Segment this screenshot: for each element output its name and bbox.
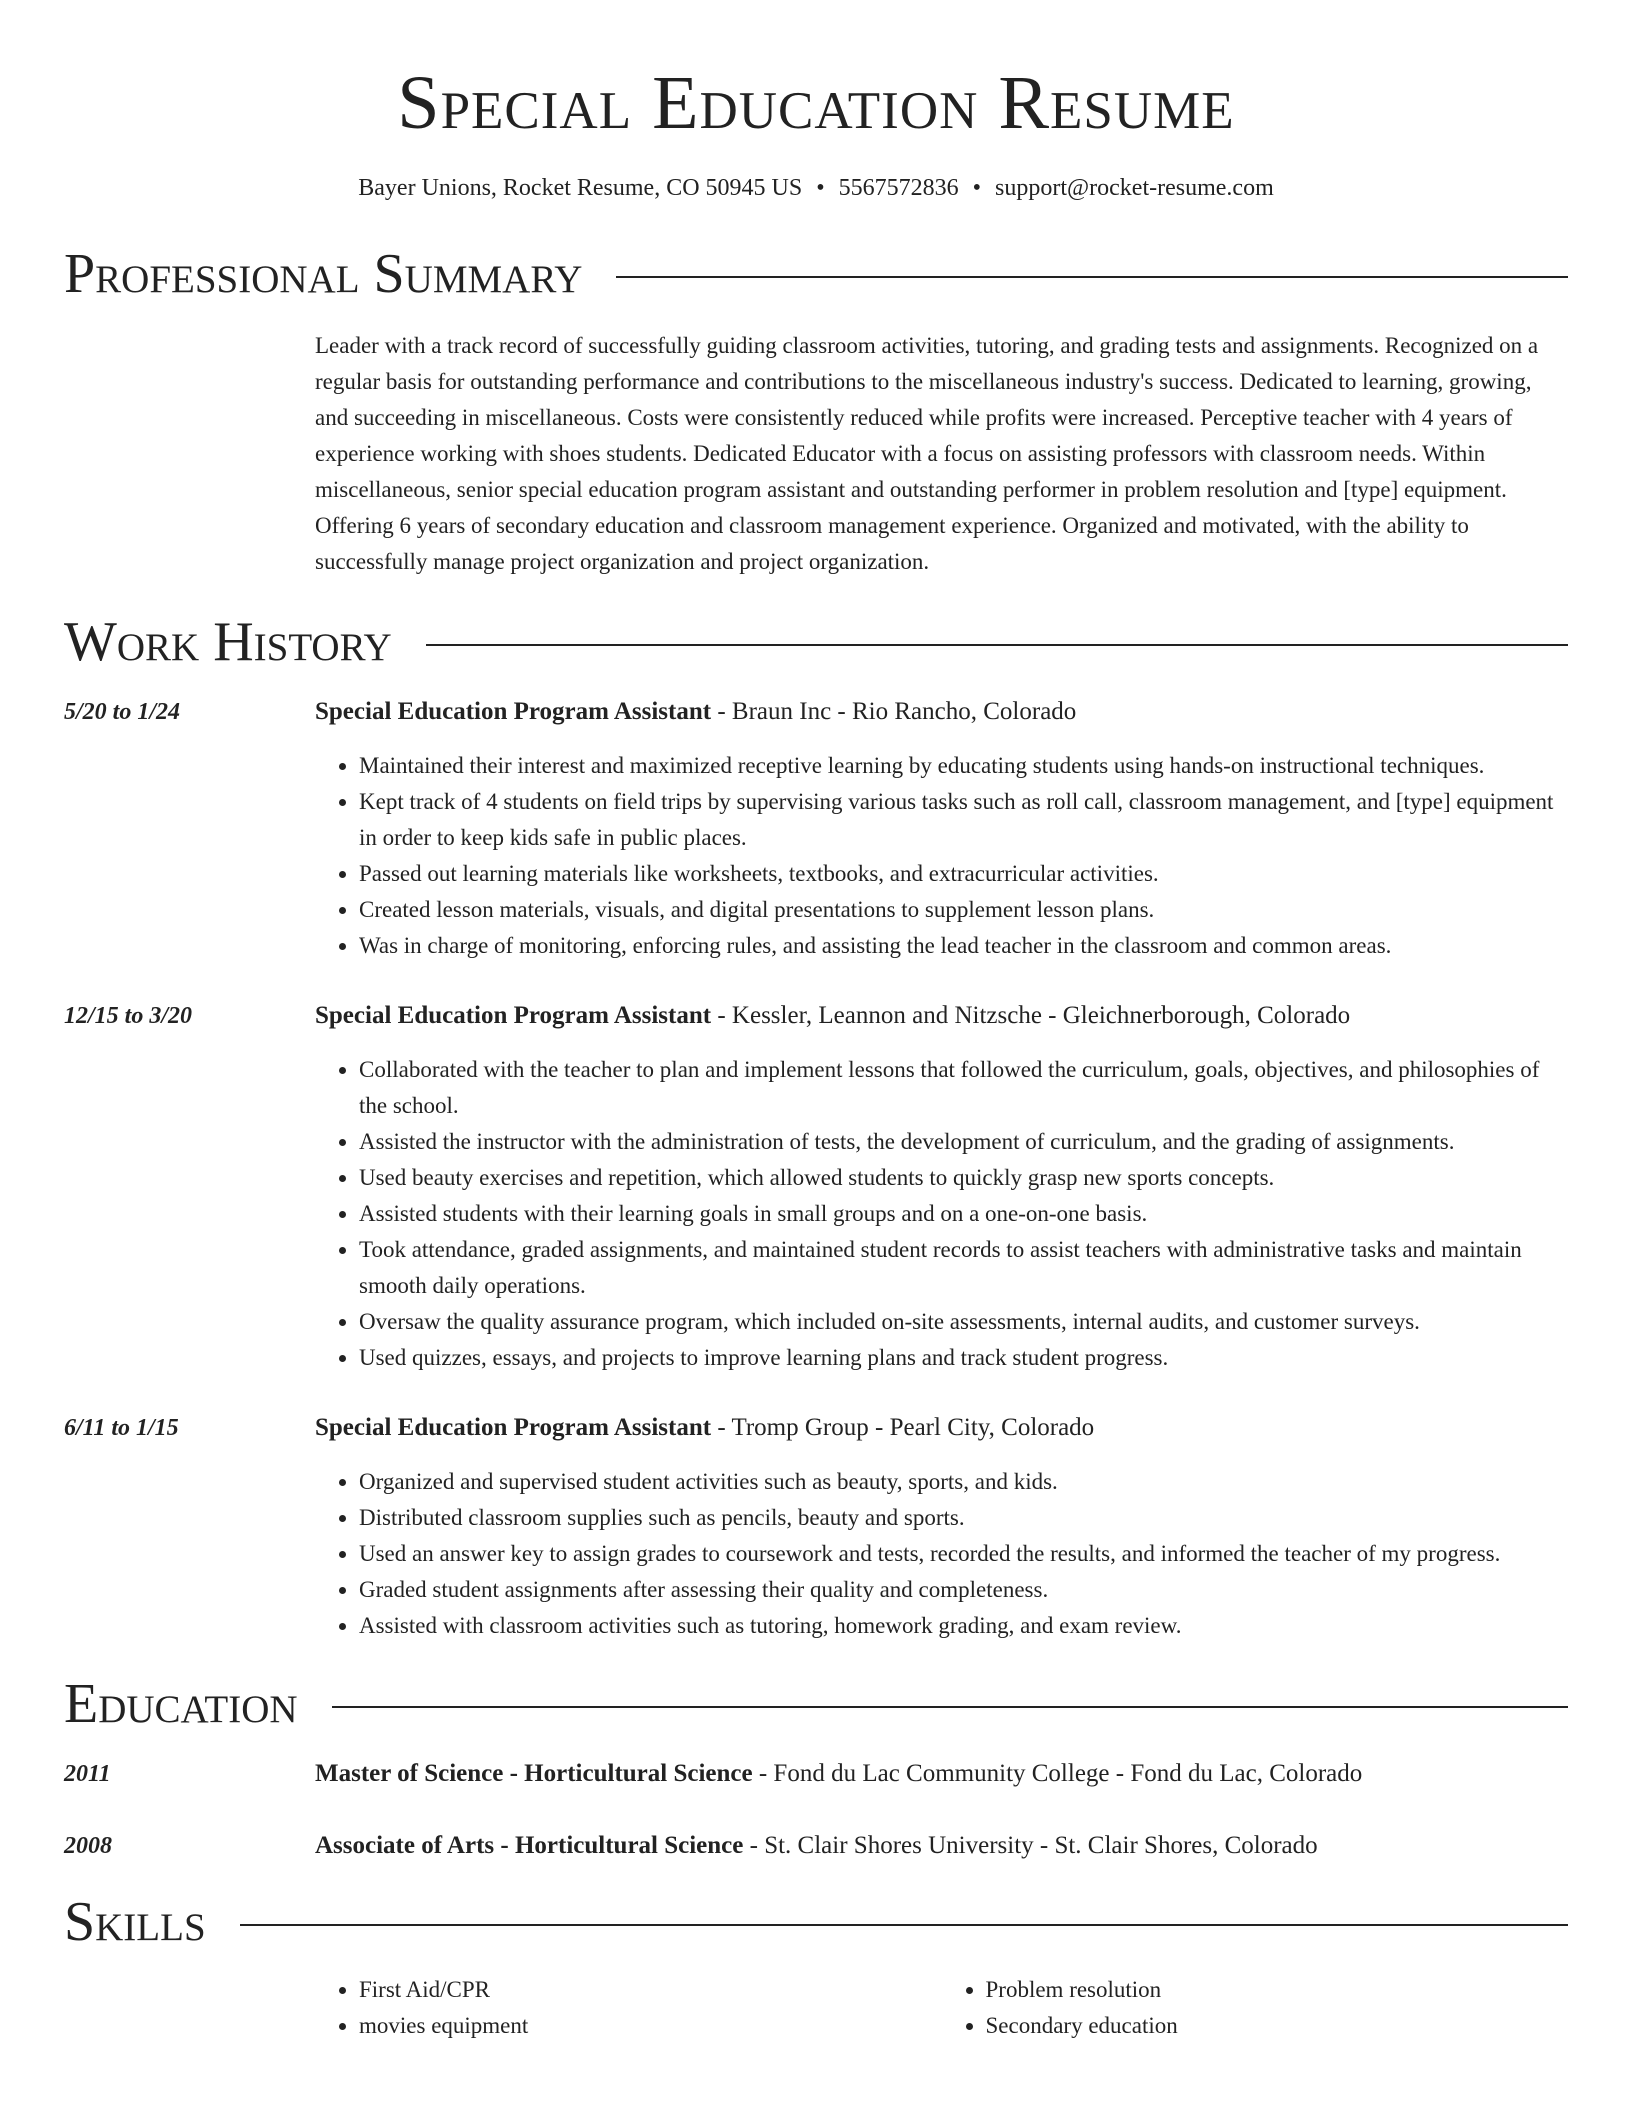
skills-section-header (64, 1890, 1568, 1954)
section-divider (240, 1924, 1568, 1926)
education-heading-line (315, 1828, 1568, 1864)
job-details: - Braun Inc - Rio Rancho, Colorado (711, 698, 1077, 725)
skills-column-right (942, 1972, 1569, 2044)
job-title: Special Education Program Assistant (315, 1414, 712, 1441)
section-divider (426, 644, 1568, 646)
job-entry (64, 694, 1568, 964)
list-item: • First Aid/CPR (359, 1972, 942, 2008)
job-heading (315, 1410, 1568, 1446)
summary-heading: Professional Summary (64, 243, 583, 305)
job-dates: 6/11 to 1/15 (64, 1415, 179, 1441)
job-details: - Tromp Group - Pearl City, Colorado (711, 1414, 1095, 1441)
list-item: • Distributed classroom supplies such as pencils, beauty and sports. (359, 1500, 1568, 1536)
job-title: Special Education Program Assistant (315, 1002, 712, 1029)
list-item: • Graded student assignments after assessing their quality and completeness. (359, 1572, 1568, 1608)
list-item: • Secondary education (986, 2008, 1569, 2044)
education-heading-line (315, 1756, 1568, 1792)
section-divider (616, 276, 1568, 278)
education-entry (64, 1756, 1568, 1792)
list-item: • Passed out learning materials like worksheets, textbooks, and extracurricular activities. (359, 856, 1568, 892)
work-history-list (64, 694, 1568, 1644)
list-item: • Assisted students with their learning goals in small groups and on a one-on-one basis. (359, 1196, 1568, 1232)
list-item: • Problem resolution (986, 1972, 1569, 2008)
contact-line (64, 172, 1568, 204)
summary-section-header (64, 242, 1568, 306)
education-degree: Associate of Arts - Horticultural Science (315, 1832, 744, 1859)
job-bullets (315, 1052, 1568, 1376)
job-details: - Kessler, Leannon and Nitzsche - Gleichnerborough, Colorado (711, 1002, 1351, 1029)
skills-column-left (315, 1972, 942, 2044)
list-item: • Used quizzes, essays, and projects to improve learning plans and track student progress. (359, 1340, 1568, 1376)
list-item: • Took attendance, graded assignments, and maintained student records to assist teachers with administrative tasks and maintain smooth daily operations. (359, 1232, 1568, 1304)
education-heading: Education (64, 1673, 298, 1735)
contact-address: Bayer Unions, Rocket Resume, CO 50945 US (358, 175, 803, 201)
list-item: • Maintained their interest and maximized receptive learning by educating students using hands-on instructional techniques. (359, 748, 1568, 784)
job-bullets (315, 748, 1568, 964)
job-heading (315, 998, 1568, 1034)
skills-heading: Skills (64, 1891, 206, 1953)
education-section-header (64, 1672, 1568, 1736)
list-item: • Was in charge of monitoring, enforcing rules, and assisting the lead teacher in the classroom and common areas. (359, 928, 1568, 964)
summary-text: Leader with a track record of successfully guiding classroom activities, tutoring, and grading tests and assignments. Recognized on a regular basis for outstanding performance and contributions to the miscellaneous industry's success. Dedicated to learning, growing, and succeeding in miscellaneous. Costs were consistently reduced while profits were increased. Perceptive teacher with 4 years of experience working with shoes students. Dedicated Educator with a focus on assisting professors with classroom needs. Within miscellaneous, senior special education program assistant and outstanding performer in problem resolution and [type] equipment. Offering 6 years of secondary education and classroom management experience. Organized and motivated, with the ability to successfully manage project organization and project organization. (315, 333, 1539, 574)
education-degree: Master of Science - Horticultural Science (315, 1760, 753, 1787)
page-title: Special Education Resume (397, 61, 1235, 145)
education-year: 2008 (64, 1833, 112, 1859)
job-title: Special Education Program Assistant (315, 698, 712, 725)
education-year: 2011 (64, 1761, 111, 1787)
job-dates: 5/20 to 1/24 (64, 699, 181, 725)
list-item: • Collaborated with the teacher to plan and implement lessons that followed the curriculum, goals, objectives, and philosophies of the school. (359, 1052, 1568, 1124)
contact-separator: • (816, 175, 825, 201)
contact-separator: • (972, 175, 982, 201)
list-item: • movies equipment (359, 2008, 942, 2044)
skills-list (315, 1972, 1568, 2044)
list-item: • Organized and supervised student activities such as beauty, sports, and kids. (359, 1464, 1568, 1500)
job-heading (315, 694, 1568, 730)
list-item: • Used beauty exercises and repetition, which allowed students to quickly grasp new sports concepts. (359, 1160, 1568, 1196)
work-section-header (64, 610, 1568, 674)
list-item: • Oversaw the quality assurance program, which included on-site assessments, internal audits, and customer surveys. (359, 1304, 1568, 1340)
section-divider (332, 1706, 1568, 1708)
list-item: • Created lesson materials, visuals, and digital presentations to supplement lesson plans. (359, 892, 1568, 928)
education-details: - St. Clair Shores University - St. Clair Shores, Colorado (743, 1832, 1318, 1859)
list-item: • Kept track of 4 students on field trips by supervising various tasks such as roll call, classroom management, and [type] equipment in order to keep kids safe in public places. (359, 784, 1568, 856)
job-dates: 12/15 to 3/20 (64, 1003, 193, 1029)
job-entry (64, 1410, 1568, 1644)
education-details: - Fond du Lac Community College - Fond du Lac, Colorado (752, 1760, 1363, 1787)
contact-phone: 5567572836 (838, 175, 959, 201)
job-entry (64, 998, 1568, 1376)
contact-email: support@rocket-resume.com (995, 175, 1274, 201)
job-bullets (315, 1464, 1568, 1644)
work-heading: Work History (64, 611, 392, 673)
list-item: • Used an answer key to assign grades to coursework and tests, recorded the results, and informed the teacher of my progress. (359, 1536, 1568, 1572)
list-item: • Assisted the instructor with the administration of tests, the development of curriculum, and the grading of assignments. (359, 1124, 1568, 1160)
list-item: • Assisted with classroom activities such as tutoring, homework grading, and exam review. (359, 1608, 1568, 1644)
education-entry (64, 1828, 1568, 1864)
